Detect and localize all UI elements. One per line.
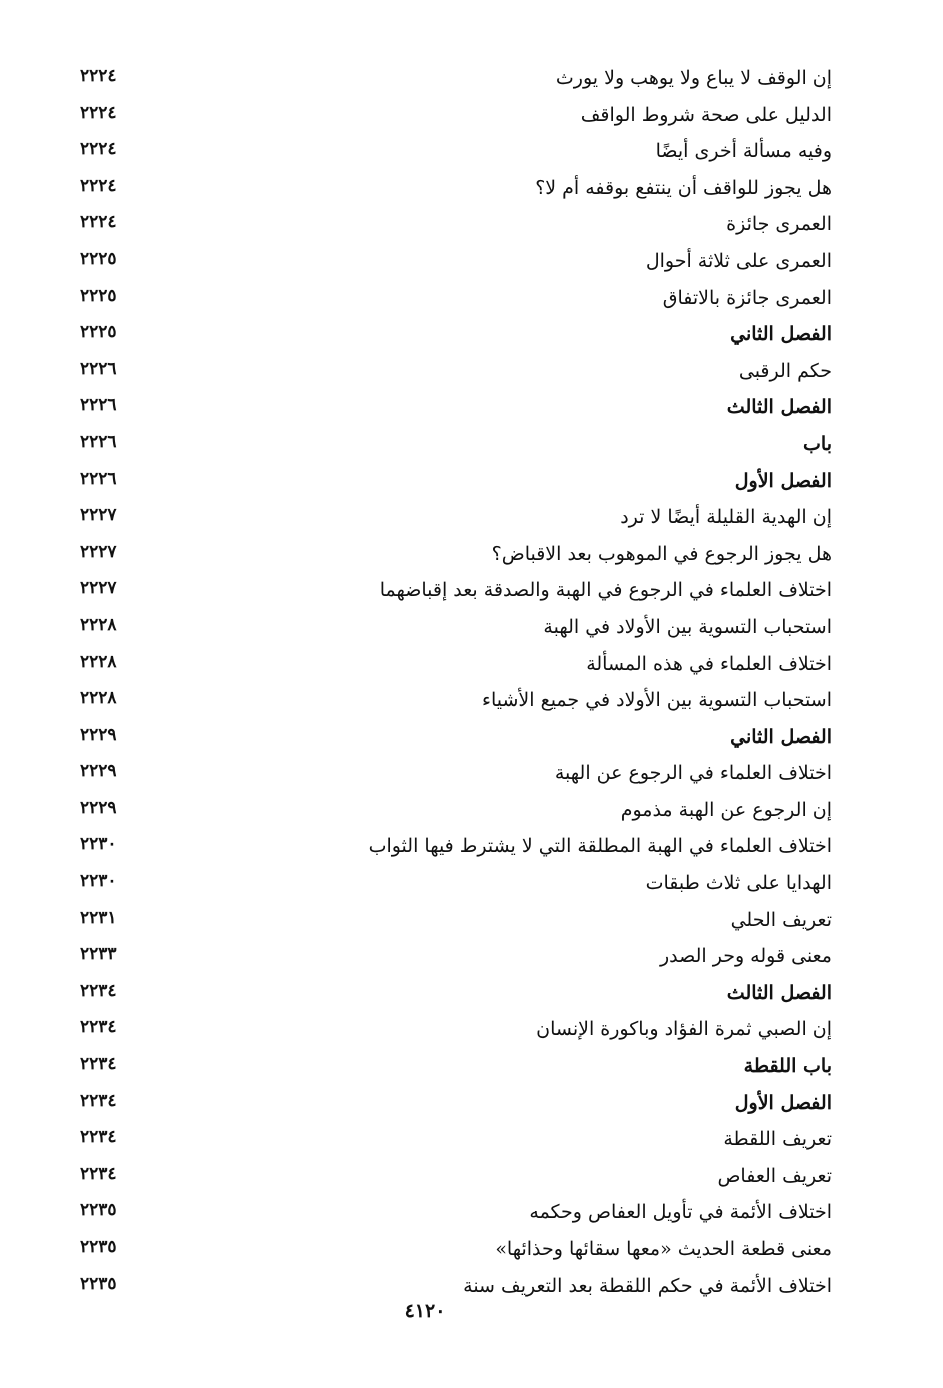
toc-entry-title: تعريف العفاص bbox=[717, 1164, 832, 1187]
toc-entry-title: هل يجوز الرجوع في الموهوب بعد الاقباض؟ bbox=[491, 542, 832, 565]
toc-entry-title: معنى قطعة الحديث «معها سقائها وحذائها» bbox=[495, 1238, 832, 1260]
toc-entry-title: إن الصبي ثمرة الفؤاد وباكورة الإنسان bbox=[536, 1018, 832, 1041]
toc-entry-page-number: ٢٢٣٥ bbox=[80, 1237, 117, 1257]
table-of-contents bbox=[80, 60, 832, 1304]
toc-entry-title: تعريف اللقطة bbox=[723, 1128, 832, 1151]
toc-entry-page-number: ٢٢٢٤ bbox=[80, 212, 117, 233]
toc-entry bbox=[80, 828, 832, 865]
toc-entry-page-number: ٢٢٢٧ bbox=[80, 505, 117, 526]
toc-entry-page-number: ٢٢٣٤ bbox=[80, 1127, 117, 1148]
toc-entry bbox=[80, 1268, 832, 1305]
toc-heading bbox=[80, 389, 832, 426]
toc-heading bbox=[80, 316, 832, 353]
toc-entry-title: إن الوقف لا يباع ولا يوهب ولا يورث bbox=[555, 67, 832, 89]
toc-entry-page-number: ٢٢٣٠ bbox=[80, 871, 117, 892]
toc-entry-title: باب bbox=[803, 432, 832, 455]
toc-entry bbox=[80, 902, 832, 939]
toc-entry bbox=[80, 1194, 832, 1231]
toc-heading bbox=[80, 463, 832, 500]
toc-entry-page-number: ٢٢٢٧ bbox=[80, 541, 117, 562]
toc-entry-title: الفصل الثاني bbox=[730, 725, 832, 748]
toc-entry-title: تعريف الحلي bbox=[730, 908, 832, 931]
toc-entry-title: اختلاف الأئمة في حكم اللقطة بعد التعريف سنة bbox=[463, 1274, 832, 1297]
toc-entry-page-number: ٢٢٣٥ bbox=[80, 1273, 117, 1294]
toc-heading bbox=[80, 719, 832, 756]
toc-entry-page-number: ٢٢٢٩ bbox=[80, 761, 117, 782]
toc-entry-page-number: ٢٢٢٤ bbox=[80, 102, 117, 123]
toc-entry-page-number: ٢٢٣١ bbox=[80, 907, 117, 928]
toc-entry bbox=[80, 572, 832, 609]
toc-entry-title: الهدايا على ثلاث طبقات bbox=[645, 872, 832, 895]
toc-entry-title: هل يجوز للواقف أن ينتفع بوقفه أم لا؟ bbox=[535, 176, 832, 199]
toc-entry-title: اختلاف الأئمة في تأويل العفاص وحكمه bbox=[529, 1201, 832, 1224]
toc-entry-page-number: ٢٢٣٤ bbox=[80, 980, 117, 1001]
toc-entry bbox=[80, 865, 832, 902]
toc-entry bbox=[80, 792, 832, 829]
toc-entry-page-number: ٢٢٢٨ bbox=[80, 651, 117, 672]
toc-entry-page-number: ٢٢٣٤ bbox=[80, 1017, 117, 1038]
toc-entry-page-number: ٢٢٢٦ bbox=[80, 395, 117, 416]
toc-entry-title: اختلاف العلماء في الهبة المطلقة التي لا يشترط فيها الثواب bbox=[368, 835, 832, 858]
toc-entry bbox=[80, 280, 832, 317]
toc-entry bbox=[80, 353, 832, 390]
toc-entry bbox=[80, 646, 832, 683]
toc-entry-page-number: ٢٢٢٥ bbox=[80, 285, 117, 306]
toc-entry bbox=[80, 60, 832, 97]
toc-entry bbox=[80, 755, 832, 792]
toc-entry-title: معنى قوله وحر الصدر bbox=[659, 945, 832, 968]
toc-entry-title: الفصل الثالث bbox=[726, 396, 832, 419]
toc-entry-page-number: ٢٢٣٤ bbox=[80, 1054, 117, 1075]
toc-entry-title: حكم الرقبى bbox=[738, 359, 832, 382]
toc-entry-page-number: ٢٢٢٦ bbox=[80, 468, 117, 489]
toc-entry bbox=[80, 1121, 832, 1158]
toc-entry-title: استحباب التسوية بين الأولاد في الهبة bbox=[543, 615, 832, 638]
toc-entry-title: باب اللقطة bbox=[743, 1055, 832, 1078]
toc-entry bbox=[80, 609, 832, 646]
toc-entry-page-number: ٢٢٣٣ bbox=[80, 944, 117, 965]
toc-entry-title: إن الرجوع عن الهبة مذموم bbox=[620, 798, 832, 821]
toc-heading bbox=[80, 975, 832, 1012]
toc-entry bbox=[80, 1231, 832, 1268]
toc-entry-page-number: ٢٢٢٨ bbox=[80, 614, 117, 635]
toc-entry-page-number: ٢٢٣٥ bbox=[80, 1200, 117, 1221]
toc-entry bbox=[80, 243, 832, 280]
page-number: ٤١٢٠ bbox=[404, 1300, 446, 1322]
toc-entry-page-number: ٢٢٢٤ bbox=[80, 139, 117, 160]
toc-entry-page-number: ٢٢٣٤ bbox=[80, 1163, 117, 1184]
toc-entry-page-number: ٢٢٢٩ bbox=[80, 797, 117, 818]
toc-entry-title: العمرى على ثلاثة أحوال bbox=[645, 249, 832, 272]
toc-entry-page-number: ٢٢٢٥ bbox=[80, 248, 117, 269]
toc-entry bbox=[80, 682, 832, 719]
toc-entry-page-number: ٢٢٢٦ bbox=[80, 358, 117, 379]
toc-entry-title: وفيه مسألة أخرى أيضًا bbox=[655, 140, 832, 163]
toc-entry-page-number: ٢٢٢٦ bbox=[80, 431, 117, 452]
toc-entry-page-number: ٢٢٢٩ bbox=[80, 724, 117, 745]
toc-entry-page-number: ٢٢٣٤ bbox=[80, 1090, 117, 1111]
toc-entry-page-number: ٢٢٢٤ bbox=[80, 175, 117, 196]
toc-entry bbox=[80, 206, 832, 243]
toc-entry-title: اختلاف العلماء في هذه المسألة bbox=[586, 652, 832, 675]
toc-entry bbox=[80, 1011, 832, 1048]
toc-entry-title: اختلاف العلماء في الرجوع في الهبة والصدقة بعد إقباضهما bbox=[379, 579, 832, 602]
toc-entry-title: الفصل الثالث bbox=[726, 981, 832, 1004]
toc-entry-title: اختلاف العلماء في الرجوع عن الهبة bbox=[554, 762, 832, 785]
toc-entry-title: العمرى جائزة bbox=[726, 213, 832, 236]
toc-entry-title: استحباب التسوية بين الأولاد في جميع الأشياء bbox=[482, 689, 832, 712]
toc-entry-title: إن الهدية القليلة أيضًا لا ترد bbox=[620, 506, 832, 529]
toc-heading bbox=[80, 1048, 832, 1085]
toc-entry bbox=[80, 536, 832, 573]
toc-entry-page-number: ٢٢٣٠ bbox=[80, 834, 117, 855]
toc-entry-title: الفصل الثاني bbox=[730, 323, 832, 346]
toc-entry-title: الفصل الأول bbox=[734, 469, 832, 492]
toc-entry-page-number: ٢٢٢٨ bbox=[80, 688, 117, 709]
toc-entry bbox=[80, 133, 832, 170]
toc-entry-title: الدليل على صحة شروط الواقف bbox=[580, 103, 832, 126]
toc-heading bbox=[80, 1085, 832, 1122]
toc-entry-page-number: ٢٢٢٥ bbox=[80, 322, 117, 343]
toc-entry-title: العمرى جائزة بالاتفاق bbox=[662, 286, 832, 309]
toc-heading bbox=[80, 426, 832, 463]
toc-entry bbox=[80, 499, 832, 536]
toc-entry bbox=[80, 170, 832, 207]
toc-entry bbox=[80, 97, 832, 134]
toc-entry-title: الفصل الأول bbox=[734, 1091, 832, 1114]
toc-entry-page-number: ٢٢٢٤ bbox=[80, 66, 117, 86]
toc-entry-page-number: ٢٢٢٧ bbox=[80, 578, 117, 599]
toc-entry bbox=[80, 1158, 832, 1195]
toc-entry bbox=[80, 938, 832, 975]
